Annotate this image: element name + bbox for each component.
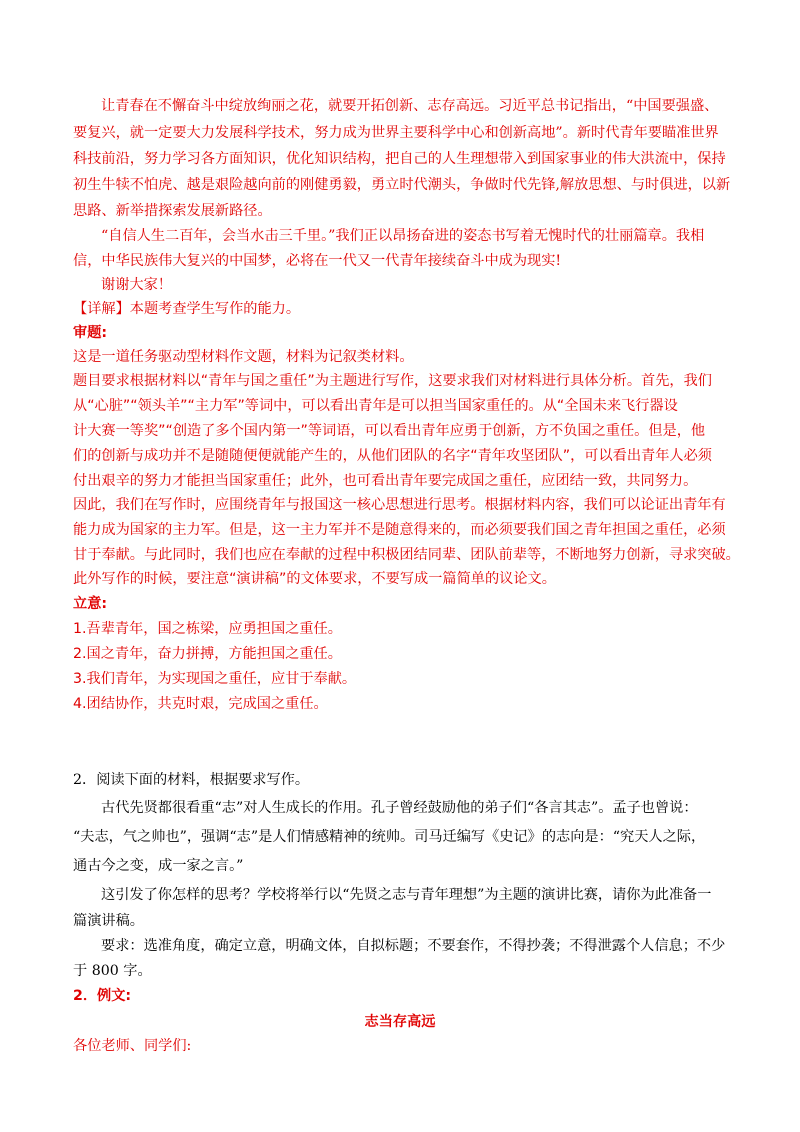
task-line-2: 篇演讲稿。 xyxy=(73,913,144,929)
shenti-line-2: 题目要求根据材料以“青年与国之重任”为主题进行写作，这要求我们对材料进行具体分析。首先，我们 xyxy=(73,373,712,389)
shenti-line-4: 计大赛一等奖”“创造了多个国内第一”等词语，可以看出青年应勇于创新，方不负国之重任。但是，他 xyxy=(73,423,706,439)
material-line-1: 古代先贤都很看重“志”对人生成长的作用。孔子曾经鼓励他的弟子们“各言其志”。孟子也曾说： xyxy=(101,800,698,816)
essay-greeting: 各位老师、同学们: xyxy=(73,1038,192,1054)
shenti-line-6: 付出艰辛的努力才能担当国家重任；此外，也可看出青年要完成国之重任，应团结一致，共同努力。 xyxy=(73,473,698,489)
material-line-3: 通古今之变，成一家之言。” xyxy=(73,858,244,874)
shenti-line-8: 能力成为国家的主力军。但是，这一主力军并不是随意得来的，而必须要我们国之青年担国之重任，必须 xyxy=(73,522,726,538)
shenti-line-3: 从“心脏”“领头羊”“主力军”等词中，可以看出青年是可以担当国家重任的。从“全国未来飞行器设 xyxy=(73,398,678,414)
speech-p2-line-2: 信，中华民族伟大复兴的中国梦，必将在一代又一代青年接续奋斗中成为现实! xyxy=(73,253,562,269)
liyi-heading: 立意: xyxy=(73,596,108,612)
speech-p1-line-1: 让青春在不懈奋斗中绽放绚丽之花，就要开拓创新、志存高远。习近平总书记指出，“中国要强盛、 xyxy=(101,98,719,114)
essay-title: 志当存高远 xyxy=(364,1014,436,1030)
speech-p1-line-2: 要复兴，就一定要大力发展科学技术，努力成为世界主要科学中心和创新高地”。新时代青年要瞄准世界 xyxy=(73,125,719,141)
question-2-intro: 2．阅读下面的材料，根据要求写作。 xyxy=(73,772,310,788)
speech-thanks: 谢谢大家！ xyxy=(101,277,172,293)
detail-line: 【详解】本题考查学生写作的能力。 xyxy=(73,301,301,317)
speech-p2-line-1: “自信人生二百年，会当水击三千里。”我们正以昂扬奋进的姿态书写着无愧时代的壮丽篇章。我相 xyxy=(101,228,705,244)
requirements-line-2: 于 800 字。 xyxy=(73,963,152,979)
speech-p1-line-4: 初生牛犊不怕虎、越是艰险越向前的刚健勇毅，勇立时代潮头，争做时代先锋,解放思想、与时俱进，以新 xyxy=(73,177,731,193)
example-label: 2．例文: xyxy=(73,988,132,1004)
liyi-item-4: 4.团结协作，共克时艰，完成国之重任。 xyxy=(73,696,328,712)
shenti-line-7: 因此，我们在写作时，应围绕青年与报国这一核心思想进行思考。根据材料内容，我们可以论证出青年有 xyxy=(73,497,726,513)
shenti-line-5: 们的创新与成功并不是随随便便就能产生的，从他们团队的名字“青年攻坚团队”，可以看出青年人必须 xyxy=(73,448,712,464)
shenti-line-1: 这是一道任务驱动型材料作文题，材料为记叙类材料。 xyxy=(73,349,414,365)
liyi-item-2: 2.国之青年，奋力拼搏，方能担国之重任。 xyxy=(73,646,342,662)
requirements-line-1: 要求：选准角度，确定立意，明确文体，自拟标题；不要套作，不得抄袭；不得泄露个人信息；不少 xyxy=(101,938,726,954)
task-line-1: 这引发了你怎样的思考？学校将举行以“先贤之志与青年理想”为主题的演讲比赛，请你为此准备一 xyxy=(101,887,712,903)
material-line-2: “夫志，气之帅也”，强调“志”是人们情感精神的统帅。司马迁编写《史记》的志向是：“究天人之际， xyxy=(73,829,706,845)
shenti-heading: 审题: xyxy=(73,325,108,341)
shenti-line-9: 甘于奉献。与此同时，我们也应在奉献的过程中积极团结同辈、团队前辈等，不断地努力创新，寻求突破。 xyxy=(73,547,740,563)
speech-p1-line-5: 思路、新举措探索发展新路径。 xyxy=(73,203,272,219)
speech-p1-line-3: 科技前沿，努力学习各方面知识，优化知识结构，把自己的人生理想带入到国家事业的伟大洪流中，保持 xyxy=(73,151,726,167)
liyi-item-1: 1.吾辈青年，国之栋梁，应勇担国之重任。 xyxy=(73,621,342,637)
liyi-item-3: 3.我们青年，为实现国之重任，应甘于奉献。 xyxy=(73,671,357,687)
shenti-line-10: 此外写作的时候，要注意“演讲稿”的文体要求，不要写成一篇简单的议论文。 xyxy=(73,571,556,587)
